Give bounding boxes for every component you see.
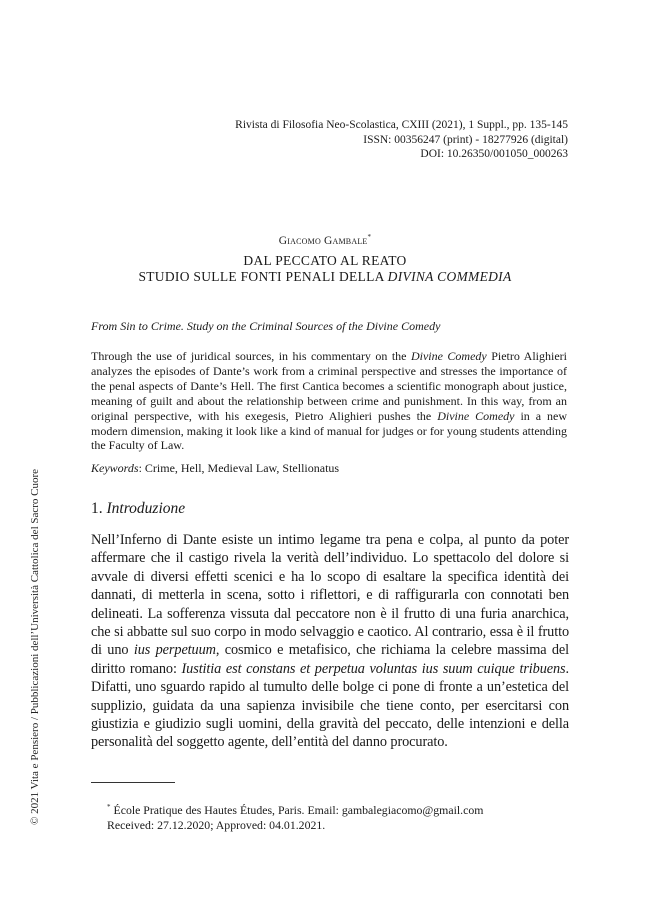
body-part: , cosmico e metafisico, che richiama la celebre massima del diritto romano:	[91, 642, 570, 677]
doi-line: DOI: 10.26350/001050_000263	[420, 148, 568, 161]
author-name	[0, 233, 650, 247]
title-line2-italic: DIVINA COMMEDIA	[387, 269, 512, 284]
section-heading	[91, 500, 185, 518]
article-title-line2	[0, 269, 650, 285]
author-footnote-mark: *	[367, 233, 372, 241]
abstract-italic: Divine Comedy	[437, 408, 515, 423]
journal-citation: Rivista di Filosofia Neo-Scolastica, CXIII (2021), 1 Suppl., pp. 135-145	[235, 119, 568, 131]
body-italic: Iustitia est constans et perpetua voluntas ius suum cuique tribuens	[181, 660, 566, 677]
abstract-part: in a new modern dimension, making it look like a kind of manual for judges or for young students attending the Faculty of Law.	[91, 408, 568, 453]
footnote-divider	[91, 782, 175, 783]
footnote-affiliation: École Pratique des Hautes Études, Paris. Email: gambalegiacomo@gmail.com	[113, 802, 484, 817]
author-name-text: Giacomo Gambale	[278, 234, 368, 247]
article-title-line1: DAL PECCATO AL REATO	[243, 253, 407, 268]
keywords-label: Keywords	[91, 461, 139, 475]
section-title: Introduzione	[106, 500, 186, 517]
body-part: . Difatti, uno sguardo rapido al tumulto delle bolge ci pone di fronte a un’estetica del supplizio, guidata da una sapienza invisibile che tiene conto, per esercitarsi con giustizia e giudizio sugli uomini, della gravità del peccato, delle intenzioni e della personalità del soggetto agente, dell’entità del danno procurato.	[91, 660, 570, 751]
footnote-mark: *	[107, 803, 111, 811]
keywords-text: : Crime, Hell, Medieval Law, Stellionatus	[138, 461, 340, 475]
body-paragraph	[91, 531, 569, 752]
footnote-line1	[107, 800, 483, 818]
title-line2-prefix: STUDIO SULLE FONTI PENALI DELLA	[138, 269, 388, 284]
body-italic: ius perpetuum	[133, 642, 216, 659]
abstract-part: Pietro Alighieri analyzes the episodes of Dante’s work from a criminal perspective and stresses the importance of the penal aspects of Dante’s Hell. The first Cantica becomes a scientific monograph about justice, meaning of guilt and about the relationship between crime and punishment. In this way, from an original perspective, with his exegesis, Pietro Alighieri pushes the	[91, 349, 568, 423]
english-title: From Sin to Crime. Study on the Criminal Sources of the Divine Comedy	[91, 319, 441, 333]
abstract-part: Through the use of juridical sources, in his commentary on the	[91, 349, 411, 363]
footnote-line2: Received: 27.12.2020; Approved: 04.01.2021.	[107, 818, 326, 833]
abstract	[91, 349, 567, 453]
footnote	[107, 800, 483, 833]
abstract-italic: Divine Comedy	[410, 349, 487, 363]
journal-header	[235, 118, 568, 162]
section-number: 1.	[91, 500, 107, 517]
keywords	[91, 461, 339, 476]
body-part: Nell’Inferno di Dante esiste un intimo legame tra pena e colpa, al punto da poter affermare che il castigo rivela la verità dell’individuo. Lo spettacolo del dolore si avvale di diversi effetti scenici e ha lo scopo di esaltare la specifica identità dei dannati, di metterla in scena, sotto i riflettori, e di raffigurarla con connotati ben delineati. La sofferenza vissuta dal peccatore non è il frutto di una furia anarchica, che si abbatte sul suo corpo in modo selvaggio e caotico. Al contrario, essa è il frutto di uno	[91, 532, 569, 659]
copyright-spine: © 2021 Vita e Pensiero / Pubblicazioni dell’Università Cattolica del Sacro Cuore	[29, 468, 41, 825]
issn-line: ISSN: 00356247 (print) - 18277926 (digital)	[363, 133, 568, 146]
